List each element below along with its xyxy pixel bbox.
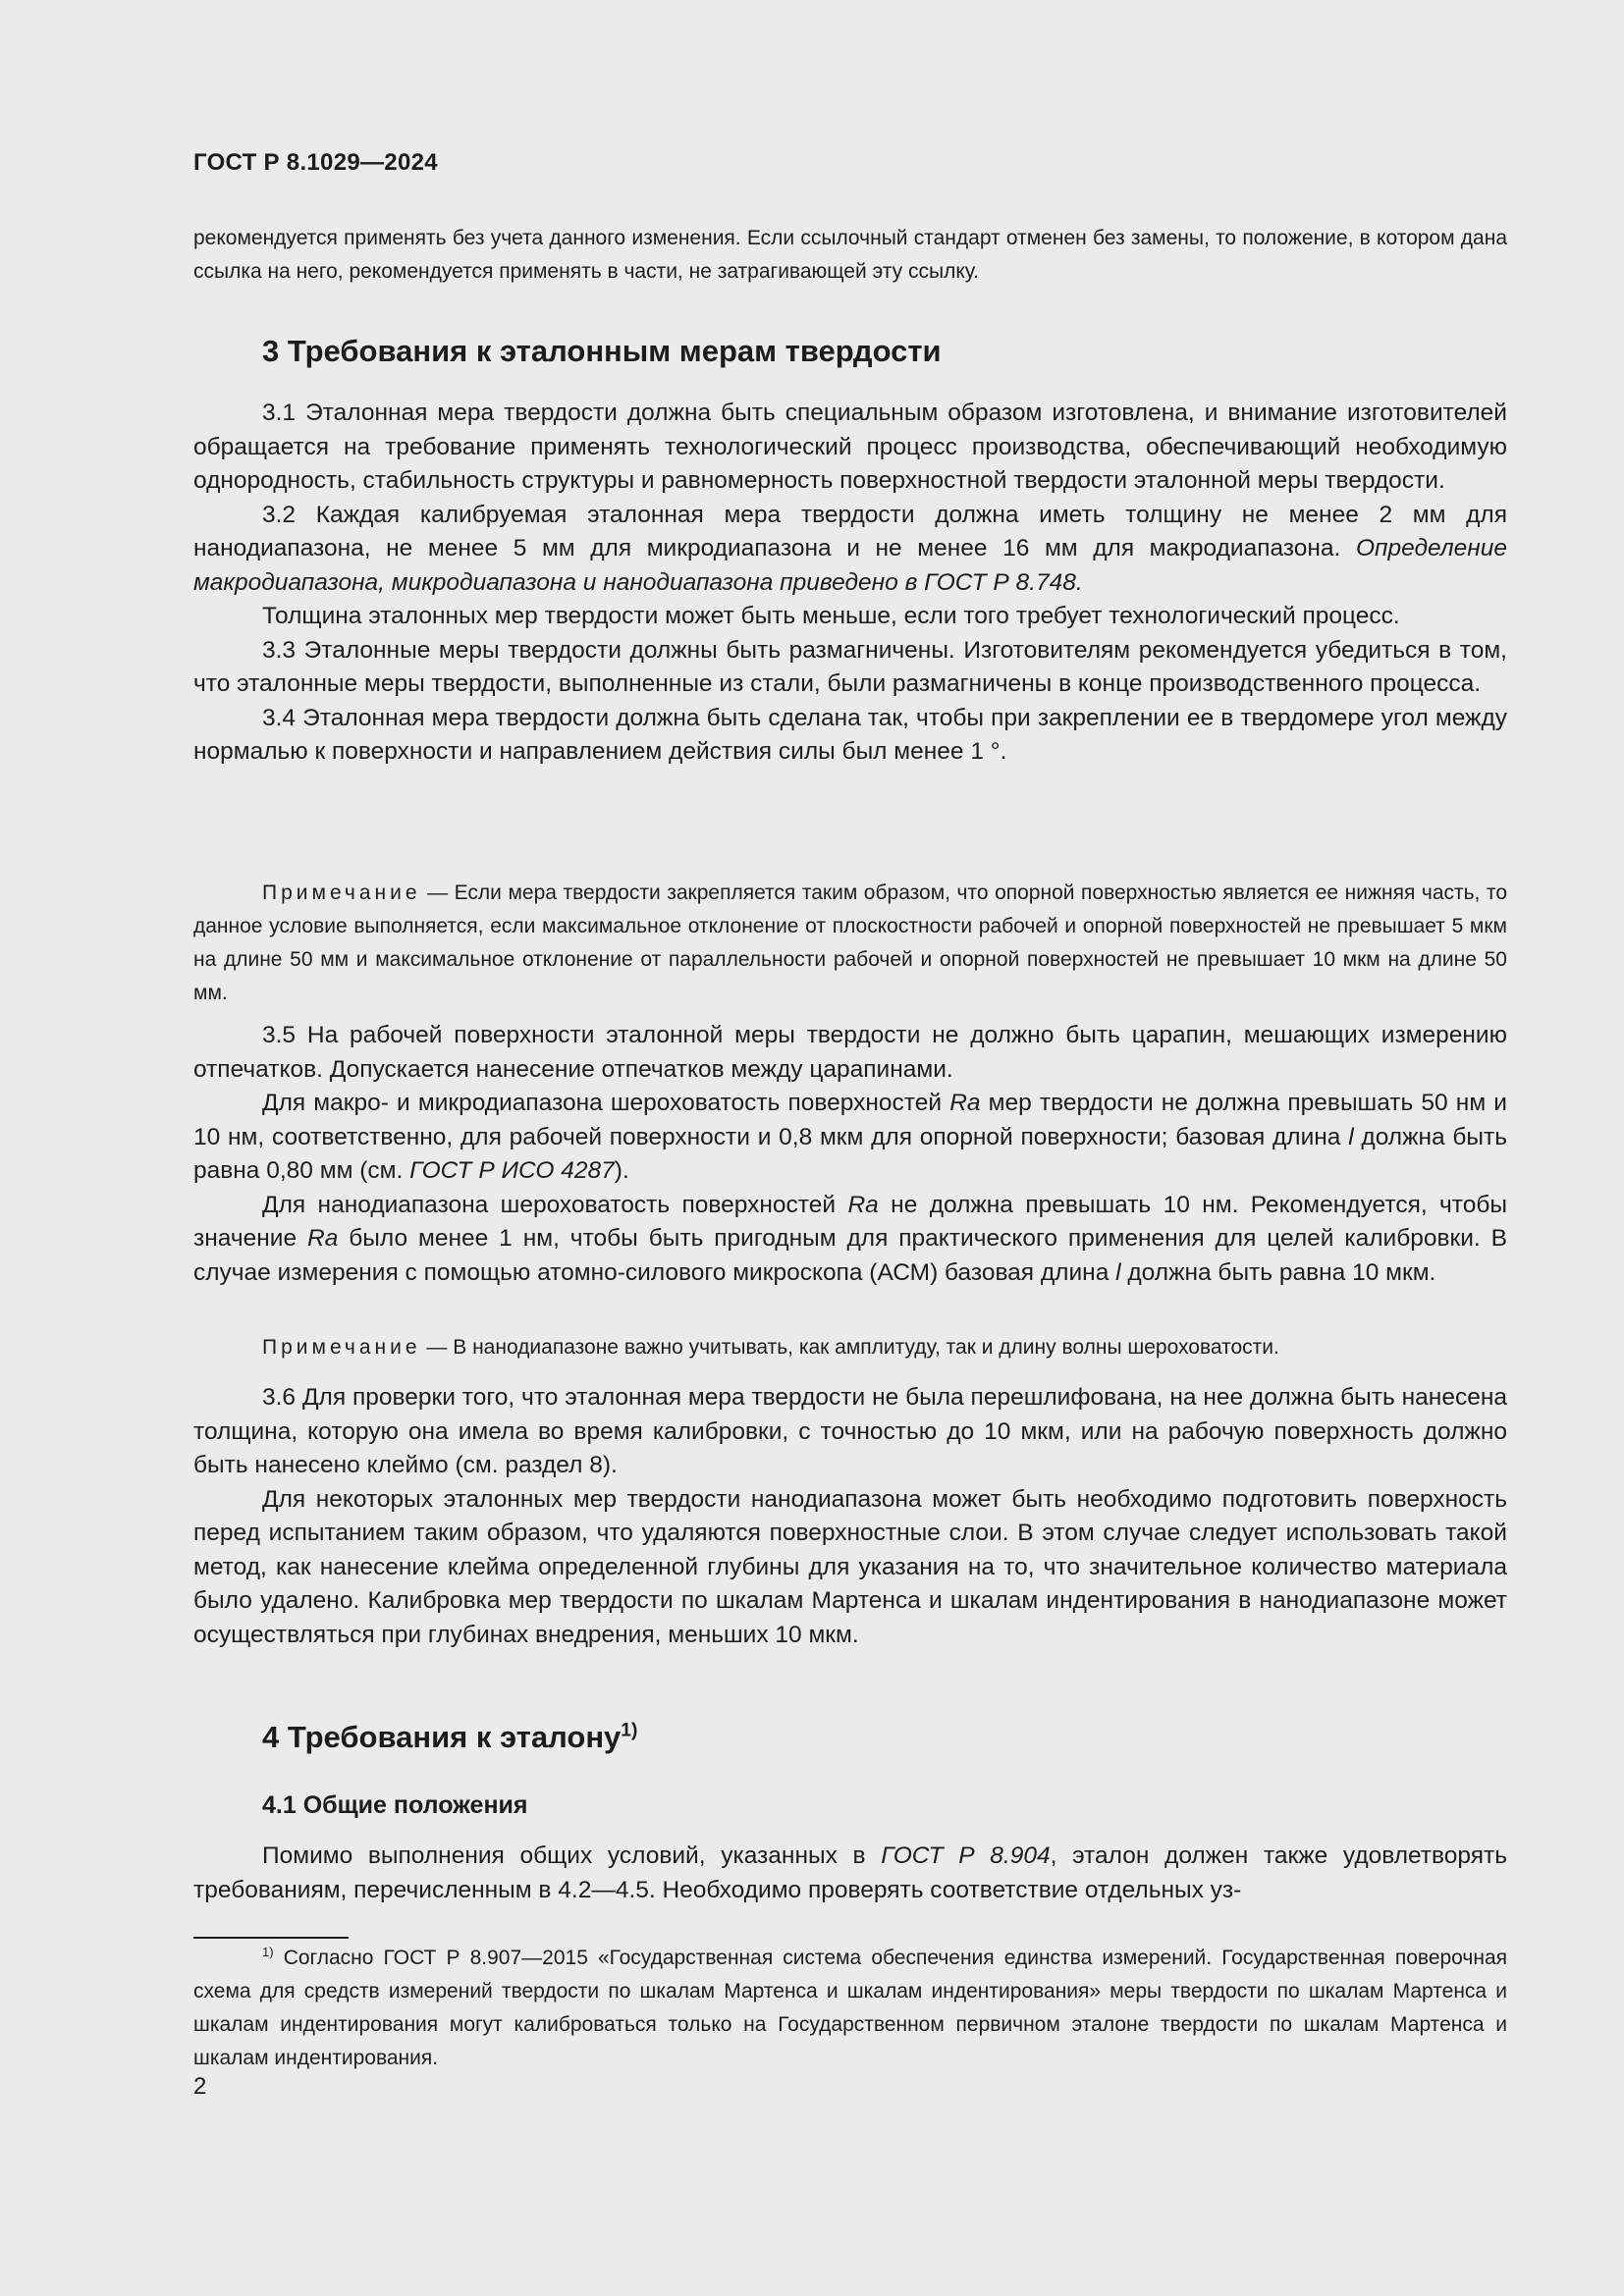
paragraph-3-2 xyxy=(193,499,1507,601)
footnote-divider xyxy=(193,1937,349,1939)
section-3-6-body xyxy=(193,1381,1507,1652)
section-4-heading xyxy=(193,1720,1507,1755)
note-2-text: — В нанодиапазоне важно учитывать, как амплитуду, так и длину волны шероховатости. xyxy=(420,1336,1279,1359)
paragraph-3-5: 3.5 На рабочей поверхности эталонной меры твердости не должно быть царапин, мешающих измерению отпечатков. Допускается нанесение отпечатков между царапинами. xyxy=(193,1022,1507,1083)
page-header: ГОСТ Р 8.1029—2024 xyxy=(193,149,438,176)
reference-gost-iso-4287: ГОСТ Р ИСО 4287 xyxy=(409,1157,615,1184)
paragraph-3-4: 3.4 Эталонная мера твердости должна быть сделана так, чтобы при закреплении ее в твердомере угол между нормалью к поверхности и направлением действия силы был менее 1 °. xyxy=(193,704,1507,765)
note-1 xyxy=(193,877,1507,1010)
symbol-l: l xyxy=(1115,1258,1121,1286)
footnote-marker: 1) xyxy=(262,1945,274,1959)
note-2-label: Примечание xyxy=(262,1336,421,1359)
note-2 xyxy=(193,1331,1507,1364)
footnote xyxy=(193,1942,1507,2075)
footnote-block xyxy=(193,1942,1507,2075)
paragraph-3-2-continued: Толщина эталонных мер твердости может быть меньше, если того требует технологический процесс. xyxy=(262,603,1400,629)
paragraph-3-6-continued: Для некоторых эталонных мер твердости нанодиапазона может быть необходимо подготовить поверхность перед испытанием таким образом, что удаляются поверхностные слои. В этом случае следует использовать такой метод, как нанесение клейма определенной глубины для указания на то, что значительное количество материала было удалено. Калибровка мер твердости по шкалам Мартенса и шкалам индентирования в нанодиапазоне может осуществляться при глубинах внедрения, меньших 10 мкм. xyxy=(193,1485,1507,1648)
symbol-l: l xyxy=(1348,1123,1354,1150)
section-3-heading-block xyxy=(193,334,1507,369)
symbol-ra: Ra xyxy=(949,1090,981,1116)
text-span: ). xyxy=(614,1157,629,1184)
footnote-text: Согласно ГОСТ Р 8.907—2015 «Государственная система обеспечения единства измерений. Государственная поверочная схема для средств измерений твердости по шкалам Мартенса и шкалам индентирования» меры твердости по шкалам Мартенса и шкалам индентирования могут калиброваться только на Государственном первичном эталоне твердости по шкалам Мартенса и шкалам индентирования. xyxy=(193,1947,1507,2069)
paragraph-3-6: 3.6 Для проверки того, что эталонная мера твердости не была перешлифована, на нее должна быть нанесена толщина, которую она имела во время калибровки, с точностью до 10 мкм, или на рабочую поверхность должно быть нанесено клеймо (см. раздел 8). xyxy=(193,1384,1507,1478)
section-4-1-body xyxy=(193,1840,1507,1907)
text-span: Для нанодиапазона шероховатость поверхностей xyxy=(262,1191,848,1218)
note-1-block xyxy=(193,877,1507,1010)
paragraph-3-2-italic: Определение макродиапазона, микродиапазона и нанодиапазона приведено в ГОСТ Р 8.748. xyxy=(193,535,1507,596)
section-4-1-heading-block xyxy=(193,1791,1507,1820)
text-span: должна быть равна 0,80 мм (см. xyxy=(193,1123,1507,1184)
page-number: 2 xyxy=(193,2073,207,2100)
text-span: мер твердости не должна превышать 50 нм и 10 нм, соответственно, для рабочей поверхности и 0,8 мкм для опорной поверхности; базовая длина xyxy=(193,1090,1507,1150)
text-span: Помимо выполнения общих условий, указанных в xyxy=(262,1842,882,1869)
footnote-marker: 1) xyxy=(621,1720,638,1741)
text-span: Для макро- и микродиапазона шероховатость поверхностей xyxy=(262,1090,950,1116)
paragraph-3-3: 3.3 Эталонные меры твердости должны быть размагничены. Изготовителям рекомендуется убедиться в том, что эталонные меры твердости, выполненные из стали, были размагничены в конце производственного процесса. xyxy=(193,636,1507,697)
paragraph-3-1: 3.1 Эталонная мера твердости должна быть специальным образом изготовлена, и внимание изготовителей обращается на требование применять технологический процесс производства, обеспечивающий необходимую однородность, стабильность структуры и равномерность поверхностной твердости эталонной меры твердости. xyxy=(193,400,1507,494)
note-1-label: Примечание xyxy=(262,881,421,904)
intro-paragraph: рекомендуется применять без учета данного изменения. Если ссылочный стандарт отменен без замены, то положение, в котором дана ссылка на него, рекомендуется применять в части, не затрагивающей эту ссылку. xyxy=(193,227,1507,283)
section-3-body xyxy=(193,397,1507,770)
note-2-block xyxy=(193,1331,1507,1364)
section-4-heading-block xyxy=(193,1720,1507,1755)
paragraph-3-5-roughness-macro xyxy=(193,1087,1507,1189)
text-span: , эталон должен также удовлетворять требованиям, перечисленным в 4.2—4.5. Необходимо проверять соответствие отдельных уз- xyxy=(193,1842,1507,1903)
section-4-1-heading: 4.1 Общие положения xyxy=(262,1791,528,1819)
symbol-ra: Ra xyxy=(847,1191,879,1218)
section-4-heading-text: 4 Требования к эталону xyxy=(262,1720,622,1754)
section-3-5-body xyxy=(193,1019,1507,1290)
paragraph-3-5-roughness-nano xyxy=(193,1189,1507,1291)
symbol-ra: Ra xyxy=(307,1225,339,1252)
intro-block xyxy=(193,222,1507,289)
note-1-text: — Если мера твердости закрепляется таким образом, что опорной поверхностью является ее нижняя часть, то данное условие выполняется, если максимальное отклонение от плоскостности рабочей и опорной поверхностей не превышает 5 мкм на длине 50 мм и максимальное отклонение от параллельности рабочей и опорной поверхностей не превышает 10 мкм на длине 50 мм. xyxy=(193,881,1507,1004)
reference-gost-8-904: ГОСТ Р 8.904 xyxy=(881,1842,1051,1869)
text-span: было менее 1 нм, чтобы быть пригодным для практического применения для целей калибровки. В случае измерения с помощью атомно-силового микроскопа (АСМ) базовая длина xyxy=(193,1225,1507,1286)
paragraph-3-2-text: 3.2 Каждая калибруемая эталонная мера твердости должна иметь толщину не менее 2 мм для нанодиапазона, не менее 5 мм для микродиапазона и не менее 16 мм для макродиапазона. xyxy=(193,501,1507,561)
text-span: должна быть равна 10 мкм. xyxy=(1120,1258,1436,1286)
text-span: не должна превышать 10 нм. Рекомендуется, чтобы значение xyxy=(193,1191,1507,1252)
paragraph-4-1 xyxy=(193,1840,1507,1907)
section-3-heading: 3 Требования к эталонным мерам твердости xyxy=(262,334,942,368)
